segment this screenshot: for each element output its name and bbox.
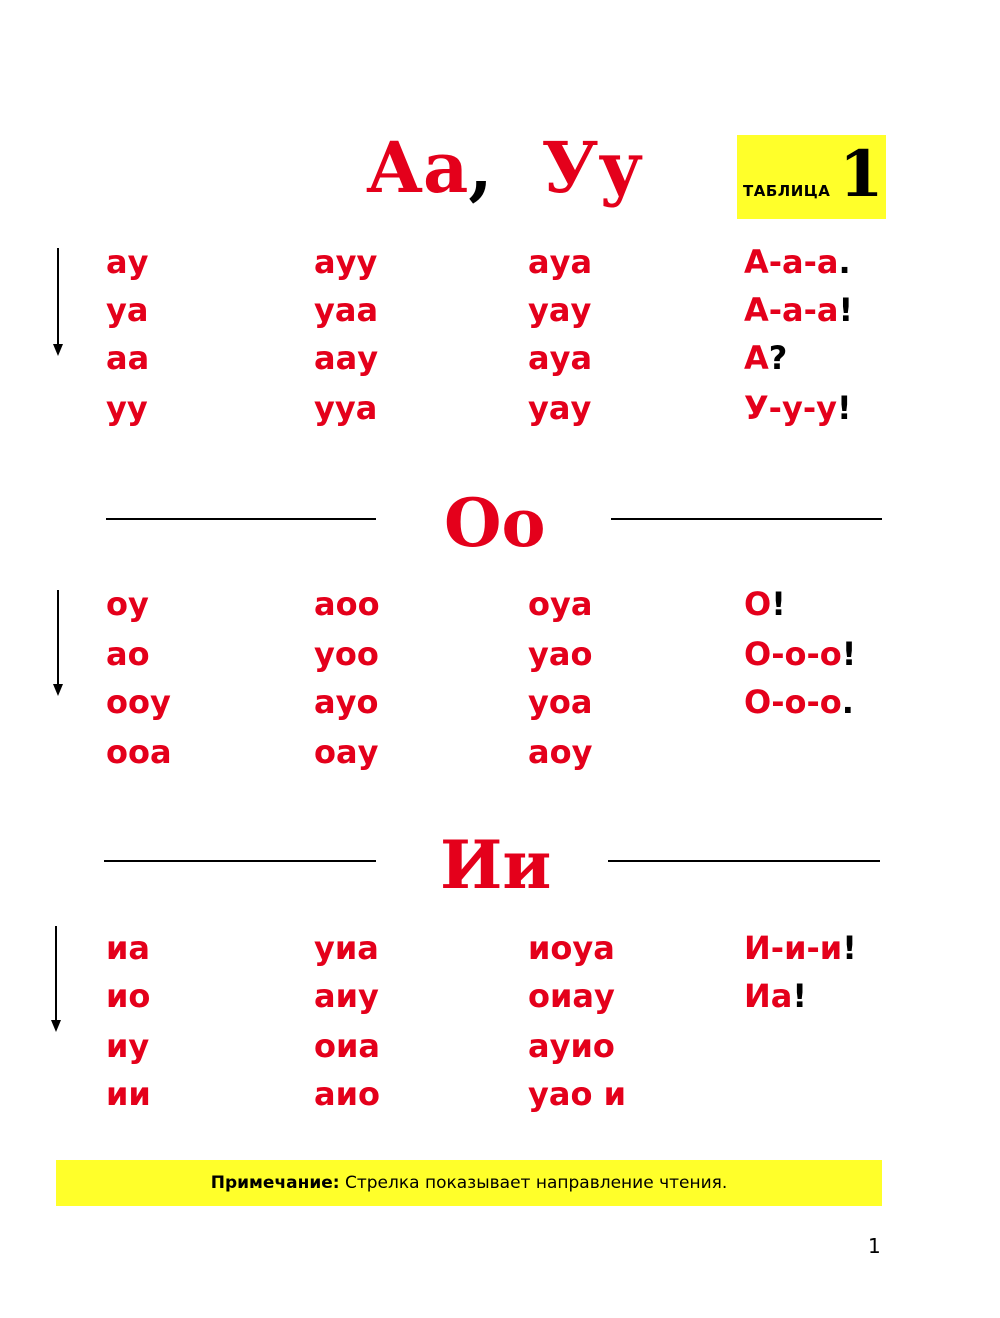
syllable-cell: ауа bbox=[528, 243, 593, 281]
phrase-cell bbox=[744, 388, 852, 428]
phrase-text: А bbox=[744, 339, 769, 377]
syllable-cell: ууа bbox=[314, 389, 378, 427]
syllable-cell: уау bbox=[528, 291, 592, 329]
syllable-cell: ауу bbox=[314, 243, 378, 281]
syllable-cell: иу bbox=[106, 1027, 150, 1065]
syllable-cell: ауио bbox=[528, 1027, 615, 1065]
table-badge-number: 1 bbox=[839, 137, 884, 212]
phrase-punctuation: ! bbox=[771, 585, 786, 623]
phrase-text: И-и-и bbox=[744, 929, 843, 967]
title-letters-a: Аа bbox=[366, 126, 469, 209]
syllable-cell: ооу bbox=[106, 683, 171, 721]
syllable-cell: аио bbox=[314, 1075, 380, 1113]
table-badge-label: ТАБЛИЦА bbox=[743, 182, 831, 200]
syllable-cell: ооа bbox=[106, 733, 172, 771]
syllable-cell: аоу bbox=[528, 733, 593, 771]
arrow-down-icon bbox=[50, 590, 66, 700]
phrase-text: О-о-о bbox=[744, 635, 842, 673]
syllable-cell: ио bbox=[106, 977, 151, 1015]
arrow-down-icon bbox=[50, 248, 66, 358]
syllable-cell: уу bbox=[106, 389, 148, 427]
phrase-text: Иа bbox=[744, 977, 793, 1015]
arrow-down-icon bbox=[48, 926, 64, 1036]
phrase-cell bbox=[744, 290, 853, 330]
syllable-cell: уа bbox=[106, 291, 149, 329]
syllable-cell: оуа bbox=[528, 585, 593, 623]
syllable-cell: аоо bbox=[314, 585, 380, 623]
syllable-cell: оу bbox=[106, 585, 149, 623]
syllable-cell: аа bbox=[106, 339, 150, 377]
phrase-cell bbox=[744, 584, 786, 624]
syllable-cell: ауа bbox=[528, 339, 593, 377]
phrase-cell bbox=[744, 928, 857, 968]
title-comma: , bbox=[468, 126, 493, 209]
syllable-cell: уаа bbox=[314, 291, 379, 329]
phrase-cell bbox=[744, 242, 851, 282]
syllable-cell: аиу bbox=[314, 977, 379, 1015]
syllable-cell: ауо bbox=[314, 683, 379, 721]
title-letters-u: Уу bbox=[541, 126, 644, 209]
note-label: Примечание: bbox=[210, 1173, 340, 1193]
syllable-cell: оиау bbox=[528, 977, 615, 1015]
phrase-punctuation: ? bbox=[768, 339, 788, 377]
syllable-cell: ии bbox=[106, 1075, 151, 1113]
phrase-cell bbox=[744, 338, 787, 378]
divider-right bbox=[608, 860, 880, 862]
phrase-text: У-у-у bbox=[744, 389, 837, 427]
syllable-cell: уао bbox=[528, 635, 593, 673]
syllable-cell: уао и bbox=[528, 1075, 626, 1113]
syllable-cell: уиа bbox=[314, 929, 379, 967]
syllable-cell: оиа bbox=[314, 1027, 380, 1065]
syllable-cell: иоуа bbox=[528, 929, 615, 967]
note-text: Стрелка показывает направление чтения. bbox=[339, 1173, 728, 1193]
note-bar bbox=[56, 1160, 882, 1206]
phrase-cell bbox=[744, 976, 807, 1016]
syllable-cell: уау bbox=[528, 389, 592, 427]
phrase-punctuation: ! bbox=[841, 635, 857, 673]
syllable-cell: уоо bbox=[314, 635, 379, 673]
syllable-cell: аау bbox=[314, 339, 379, 377]
syllable-cell: ау bbox=[106, 243, 149, 281]
page-title bbox=[366, 128, 643, 208]
phrase-cell bbox=[744, 634, 856, 674]
section-heading-o: Оо bbox=[444, 484, 546, 562]
phrase-punctuation: ! bbox=[792, 977, 807, 1015]
phrase-punctuation: . bbox=[841, 683, 854, 721]
phrase-cell bbox=[744, 682, 854, 722]
phrase-punctuation: ! bbox=[838, 291, 854, 329]
page-number: 1 bbox=[868, 1234, 881, 1258]
phrase-text: О bbox=[744, 585, 772, 623]
phrase-punctuation: ! bbox=[836, 389, 852, 427]
syllable-cell: ао bbox=[106, 635, 150, 673]
phrase-punctuation: ! bbox=[842, 929, 857, 967]
phrase-punctuation: . bbox=[838, 243, 851, 281]
section-heading-i: Ии bbox=[440, 826, 552, 904]
phrase-text: О-о-о bbox=[744, 683, 842, 721]
syllable-cell: оау bbox=[314, 733, 379, 771]
phrase-text: А-а-а bbox=[744, 291, 839, 329]
divider-right bbox=[611, 518, 882, 520]
phrase-text: А-а-а bbox=[744, 243, 839, 281]
syllable-cell: уоа bbox=[528, 683, 593, 721]
syllable-cell: иа bbox=[106, 929, 151, 967]
divider-left bbox=[104, 860, 376, 862]
table-badge bbox=[737, 135, 886, 219]
divider-left bbox=[106, 518, 376, 520]
